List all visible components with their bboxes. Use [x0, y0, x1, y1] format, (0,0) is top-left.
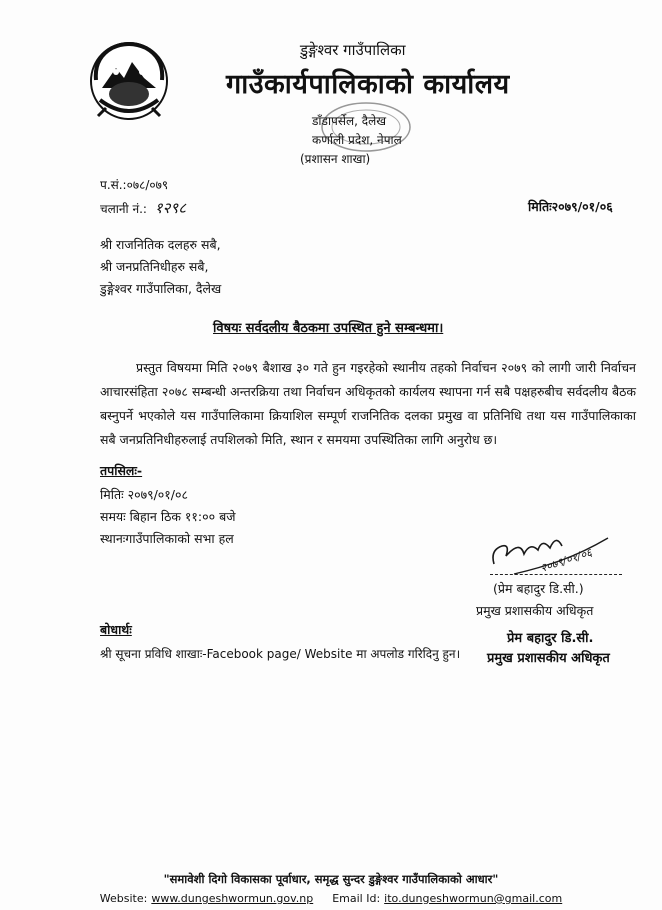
signer-title: प्रमुख प्रशासकीय अधिकृत [476, 603, 594, 618]
footer-motto: "समावेशी दिगो विकासका पूर्वाधार, समृद्ध सुन्दर डुङ्गेश्वर गाउँपालिकाको आधार" [163, 872, 499, 886]
address-line-2: कर्णाली प्रदेश, नेपाल [312, 133, 402, 147]
details-block [100, 484, 236, 550]
dispatch-value: १२९८ [154, 199, 186, 217]
recipient-line: श्री जनप्रतिनिधीहरु सबै, [100, 259, 209, 274]
nepal-emblem-icon [86, 38, 172, 124]
signature-line [490, 574, 622, 575]
dispatch-number [100, 198, 186, 218]
subject-line: विषयः सर्वदलीय बैठकमा उपस्थित हुने सम्बन्धमा। [213, 321, 444, 336]
cc-text: श्री सूचना प्रविधि शाखाः-Facebook page/ Website मा अपलोड गरिदिनु हुन। [100, 647, 461, 661]
recipients-block [100, 234, 221, 300]
details-label: तपसिलः- [100, 463, 143, 478]
reference-number: प.सं.:०७८/०७९ [100, 178, 169, 192]
seal-name: प्रेम बहादुर डि.सी. [507, 631, 594, 646]
address-line-1: डाँडापर्सेल, दैलेख [312, 114, 387, 128]
recipient-line: डुङ्गेश्वर गाउँपालिका, दैलेख [100, 281, 222, 296]
footer-contact [0, 892, 662, 905]
municipality-name: डुङ्गेश्वर गाउँपालिका [300, 41, 406, 59]
details-place: स्थानःगाउँपालिकाको सभा हल [100, 531, 234, 546]
office-title: गाउँकार्यपालिकाको कार्यालय [226, 69, 510, 100]
email-link[interactable]: ito.dungeshwormun@gmail.com [384, 892, 563, 905]
details-time: समयः बिहान ठिक ११:०० बजे [100, 509, 236, 524]
body-paragraph: प्रस्तुत विषयमा मिति २०७९ बैशाख ३० गते हुन गइरहेको स्थानीय तहको निर्वाचन २०७९ को लागी जारी निर्वाचन आचारसंहिता २०७८ सम्बन्धी अन्तरक्रिया तथा निर्वाचन अधिकृतको कार्यलय स्थापना गर्न सबै पक्षहरुबीच सर्वदलीय बैठक बस्नुपर्ने भएकोले यस गाउँपालिकामा क्रियाशिल सम्पूर्ण राजनितिक दलका प्रमुख वा प्रतिनिधि तथा यस गाउँपालिकाका सबै जनप्रतिनिधीहरुलाई तपशिलको मिति, स्थान र समयमा उपस्थितिका लागि अनुरोध छ। [100, 360, 636, 447]
recipient-line: श्री राजनितिक दलहरु सबै, [100, 237, 221, 252]
email-label: Email Id: [332, 892, 381, 905]
letter-date: मितिः२०७९/०१/०६ [528, 199, 613, 214]
website-link[interactable]: www.dungeshwormun.gov.np [151, 892, 314, 905]
seal-title: प्रमुख प्रशासकीय अधिकृत [487, 651, 610, 666]
website-label: Website: [99, 892, 148, 905]
section-name: (प्रशासन शाखा) [300, 152, 371, 166]
dispatch-label: चलानी नं.: [100, 202, 147, 216]
cc-label: बोधार्थः [100, 622, 132, 637]
details-date: मितिः २०७९/०१/०८ [100, 487, 188, 502]
signature-date: २०७९/०१/०६ [538, 546, 594, 575]
signer-name: (प्रेम बहादुर डि.सी.) [493, 581, 584, 596]
